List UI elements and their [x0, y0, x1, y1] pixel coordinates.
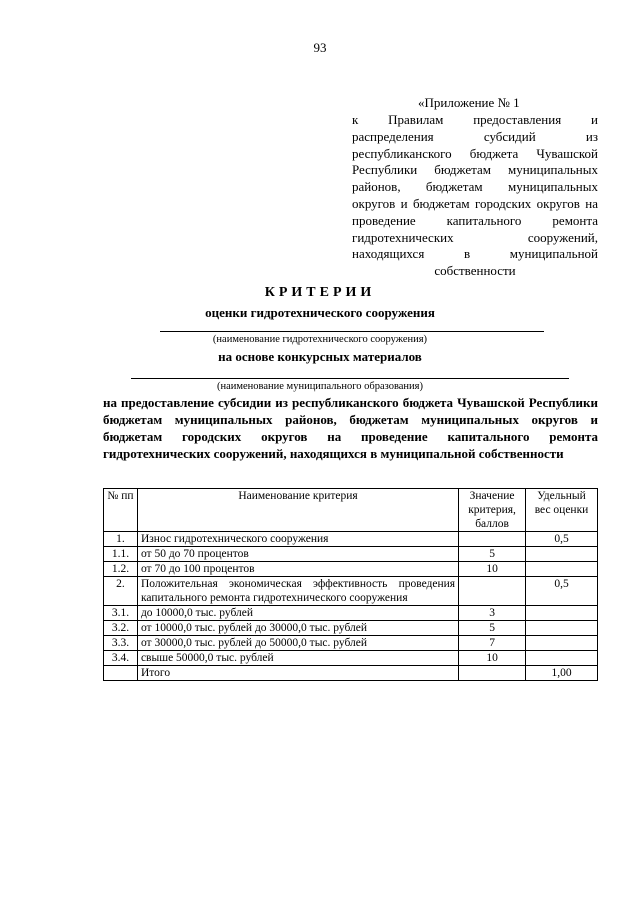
row-name: от 70 до 100 процентов — [137, 562, 458, 577]
header-weight: Удельный вес оценки — [526, 489, 598, 532]
table-row — [104, 577, 598, 606]
table-row — [104, 562, 598, 577]
table-row — [104, 636, 598, 651]
row-value: 7 — [459, 636, 526, 651]
row-value: 5 — [459, 547, 526, 562]
table-row — [104, 606, 598, 621]
row-value — [459, 532, 526, 547]
table-row — [104, 651, 598, 666]
structure-name-caption: (наименование гидротехнического сооружения) — [212, 334, 428, 345]
table-row — [104, 547, 598, 562]
row-weight — [526, 547, 598, 562]
row-num: 1.1. — [104, 547, 138, 562]
row-num: 1. — [104, 532, 138, 547]
municipality-name-blank — [131, 378, 569, 379]
basis-line: на основе конкурсных материалов — [218, 349, 422, 364]
criteria-subtitle: оценки гидротехнического сооружения — [205, 305, 435, 320]
row-name: от 10000,0 тыс. рублей до 30000,0 тыс. рублей — [137, 621, 458, 636]
appendix-title: «Приложение № 1 — [418, 95, 520, 110]
purpose-paragraph: на предоставление субсидии из республиканского бюджета Чувашской Республики бюджетам муниципальных районов, бюджетам муниципальных округов и бюджетам городских округов на проведение капитального ремонта гидротехнических сооружений, находящихся в муниципальной собственности — [103, 395, 598, 461]
criteria-table — [103, 488, 598, 681]
row-name: свыше 50000,0 тыс. рублей — [137, 651, 458, 666]
page-number: 93 — [313, 40, 327, 55]
row-weight — [526, 621, 598, 636]
row-weight: 0,5 — [526, 532, 598, 547]
row-weight: 0,5 — [526, 577, 598, 606]
row-name: Итого — [137, 666, 458, 681]
structure-name-blank — [160, 331, 544, 332]
row-num: 2. — [104, 577, 138, 606]
criteria-title: КРИТЕРИИ — [264, 285, 376, 300]
header-value: Значение критерия, баллов — [459, 489, 526, 532]
row-value: 5 — [459, 621, 526, 636]
row-name: Износ гидротехнического сооружения — [137, 532, 458, 547]
row-name: Положительная экономическая эффективность проведения капитального ремонта гидротехнического сооружения — [137, 577, 458, 606]
table-header-row — [104, 489, 598, 532]
row-value: 10 — [459, 562, 526, 577]
row-weight — [526, 562, 598, 577]
row-name: до 10000,0 тыс. рублей — [137, 606, 458, 621]
row-weight — [526, 651, 598, 666]
row-value — [459, 577, 526, 606]
header-num: № пп — [104, 489, 138, 532]
row-num: 3.1. — [104, 606, 138, 621]
row-weight — [526, 636, 598, 651]
row-num — [104, 666, 138, 681]
header-name: Наименование критерия — [137, 489, 458, 532]
row-num: 3.4. — [104, 651, 138, 666]
row-weight: 1,00 — [526, 666, 598, 681]
municipality-name-caption: (наименование муниципального образования) — [216, 381, 424, 392]
row-num: 1.2. — [104, 562, 138, 577]
row-value: 3 — [459, 606, 526, 621]
appendix-body: к Правилам предоставления и распределения субсидий из республиканского бюджета Чувашской Республики бюджетам муниципальных районов, бюджетам муниципальных округов и бюджетам городских округов на проведение капитального ремонта гидротехнических сооружений, находящихся в муниципальной собственности — [352, 112, 598, 279]
table-row — [104, 532, 598, 547]
row-weight — [526, 606, 598, 621]
row-name: от 30000,0 тыс. рублей до 50000,0 тыс. рублей — [137, 636, 458, 651]
table-row — [104, 621, 598, 636]
row-num: 3.2. — [104, 621, 138, 636]
row-value — [459, 666, 526, 681]
table-total-row — [104, 666, 598, 681]
row-num: 3.3. — [104, 636, 138, 651]
row-name: от 50 до 70 процентов — [137, 547, 458, 562]
row-value: 10 — [459, 651, 526, 666]
